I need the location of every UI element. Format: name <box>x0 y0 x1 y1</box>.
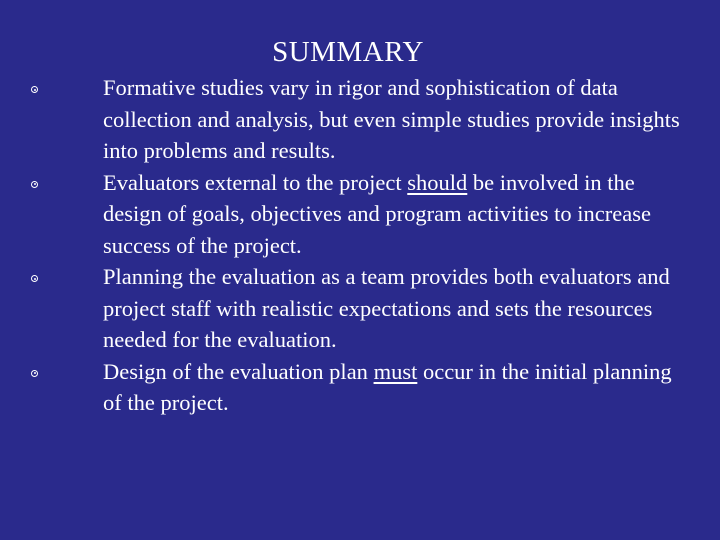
bullet-point-icon <box>31 181 38 188</box>
bullet-point-icon <box>31 86 38 93</box>
bullet-list <box>0 72 720 419</box>
emphasis-must: must <box>373 358 418 384</box>
bullet-text: Planning the evaluation as a team provides both evaluators and project staff with realistic expectations and sets the resources needed for the evaluation. <box>103 264 670 352</box>
bullet-item-external-evaluators <box>0 167 720 262</box>
bullet-text-start: Design of the evaluation plan <box>103 358 374 384</box>
bullet-point-icon <box>31 275 38 282</box>
slide-title: SUMMARY <box>272 36 424 68</box>
bullet-point-icon <box>31 370 38 377</box>
bullet-text: Formative studies vary in rigor and sophistication of data collection and analysis, but even simple studies provide insights into problems and results. <box>103 75 680 163</box>
bullet-item-formative-studies <box>0 72 720 167</box>
bullet-text-start: Evaluators external to the project <box>103 169 408 195</box>
emphasis-should: should <box>407 169 468 195</box>
bullet-item-design-evaluation-plan <box>0 356 720 419</box>
bullet-item-team-planning <box>0 261 720 356</box>
bullet-text-end: be involved in the design of goals, objectives and program activities to increase success of the project. <box>103 169 651 258</box>
bullet-text-end: occur in the initial planning of the project. <box>103 358 672 415</box>
